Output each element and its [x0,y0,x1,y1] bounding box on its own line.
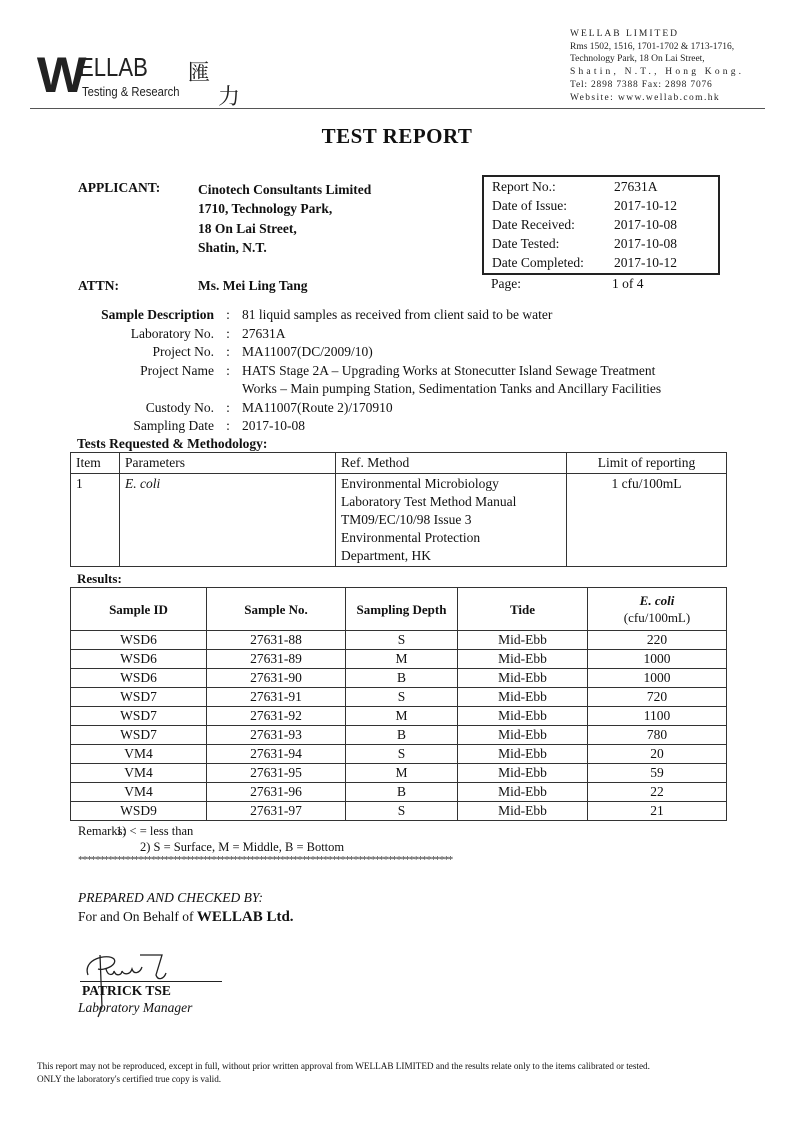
date-received-value: 2017-10-08 [614,217,677,232]
table-cell: Mid-Ebb [458,631,588,650]
page-label: Page: [491,276,521,291]
remark-2: 2) S = Surface, M = Middle, B = Bottom [140,840,345,854]
table-cell: S [346,745,458,764]
table-cell: Mid-Ebb [458,707,588,726]
column-header: Parameters [120,453,336,474]
table-cell: Mid-Ebb [458,783,588,802]
disclaimer-line-2: ONLY the laboratory's certified true copy is valid. [37,1074,222,1084]
company-address-line: Technology Park, 18 On Lai Street, [570,54,705,65]
sample-description-row: Sample Description : 81 liquid samples as received from client said to be water [80,306,722,325]
item-cell: 1 [71,474,120,567]
wellab-logo [36,47,241,110]
table-cell: Mid-Ebb [458,669,588,688]
table-cell: WSD7 [71,726,207,745]
tests-heading: Tests Requested & Methodology: [77,436,268,451]
results-heading: Results: [77,571,122,586]
info-value: MA11007(Route 2)/170910 [242,399,393,415]
table-cell: 27631-97 [207,802,346,821]
sampling-date-row: Sampling Date : 2017-10-08 [80,417,722,436]
table-row [71,631,727,650]
table-cell: WSD6 [71,669,207,688]
column-header: Limit of reporting [567,453,727,474]
table-row [71,726,727,745]
date-received-label: Date Received: [492,217,575,232]
applicant-line: Cinotech Consultants Limited [198,182,372,197]
table-cell: B [346,783,458,802]
on-behalf-line: For and On Behalf of WELLAB Ltd. [78,909,294,925]
table-cell: S [346,802,458,821]
table-cell: 27631-88 [207,631,346,650]
info-value: 81 liquid samples as received from client said to be water [242,307,553,322]
footer-disclaimer [37,1060,767,1086]
company-address-line: Shatin, N.T., Hong Kong. [570,67,745,78]
company-website: Website: www.wellab.com.hk [570,92,721,103]
info-label: Laboratory No. [130,325,214,341]
logo-mark: W [36,47,85,103]
applicant-address [198,180,371,257]
table-cell: WSD9 [71,802,207,821]
table-cell: 720 [588,688,727,707]
disclaimer-line-1: This report may not be reproduced, except in full, without prior written approval from WELLAB LIMITED and the results relate only to the items calibrated or tested. [37,1061,650,1071]
attn-value: Ms. Mei Ling Tang [198,278,308,293]
applicant-line: 18 On Lai Street, [198,220,297,236]
table-cell: Mid-Ebb [458,802,588,821]
table-cell: 27631-89 [207,650,346,669]
report-details-box [482,175,720,275]
attn-label: ATTN: [78,278,120,293]
tests-table [70,452,727,567]
table-cell: 27631-96 [207,783,346,802]
table-cell: Mid-Ebb [458,764,588,783]
table-cell: M [346,707,458,726]
limit-cell: 1 cfu/100mL [567,474,727,567]
column-header: Item [71,453,120,474]
project-name-row: Project Name : HATS Stage 2A – Upgrading Works at Stonecutter Island Sewage Treatment Works – Main pumping Station, Sedimentation Tanks and Ancillary Facilities [80,362,722,399]
project-no-row: Project No. : MA11007(DC/2009/10) [80,343,722,362]
table-cell: 27631-95 [207,764,346,783]
table-row [71,764,727,783]
table-cell: 59 [588,764,727,783]
table-cell: WSD6 [71,631,207,650]
table-row [71,688,727,707]
info-label: Custody No. [145,399,214,415]
applicant-line: Shatin, N.T. [198,239,267,255]
table-cell: S [346,688,458,707]
column-header: Sample ID [71,588,207,631]
remark-1: 1) < = less than [116,824,194,838]
table-row [71,745,727,764]
table-row [71,802,727,821]
table-cell: 27631-93 [207,726,346,745]
date-completed-value: 2017-10-12 [614,255,677,270]
date-tested-value: 2017-10-08 [614,236,677,251]
date-tested-label: Date Tested: [492,236,560,251]
table-row [71,650,727,669]
table-cell: WSD6 [71,650,207,669]
table-cell: M [346,764,458,783]
page-number: 1 of 4 [612,276,644,291]
table-cell: WSD7 [71,688,207,707]
date-completed-label: Date Completed: [492,255,584,270]
table-row [71,707,727,726]
column-header: Tide [458,588,588,631]
end-of-results-divider: *************************************************************************************** [78,854,453,866]
column-header: Sample No. [207,588,346,631]
table-cell: 22 [588,783,727,802]
table-cell: VM4 [71,745,207,764]
info-label: Sample Description [101,307,214,322]
info-value: MA11007(DC/2009/10) [242,344,373,359]
company-address-block [570,28,744,104]
signer-title: Laboratory Manager [78,1000,193,1015]
table-row [71,783,727,802]
report-no-value: 27631A [614,179,658,194]
info-label: Project No. [152,344,214,359]
table-cell: Mid-Ebb [458,688,588,707]
table-cell: Mid-Ebb [458,745,588,764]
laboratory-no-row: Laboratory No. : 27631A [80,325,722,344]
info-value [242,362,722,399]
column-header: Sampling Depth [346,588,458,631]
table-cell: Mid-Ebb [458,650,588,669]
column-header-ecoli: E. coli (cfu/100mL) [588,588,727,631]
column-header: Ref. Method [336,453,567,474]
table-cell: 27631-92 [207,707,346,726]
logo-chinese-2: 力 [218,85,241,110]
table-cell: S [346,631,458,650]
company-address-line: Rms 1502, 1516, 1701-1702 & 1713-1716, [570,41,735,52]
info-label: Project Name [140,362,214,378]
applicant-line: 1710, Technology Park, [198,201,333,217]
date-of-issue-value: 2017-10-12 [614,198,677,213]
table-cell: 20 [588,745,727,764]
project-name-line-2: Works – Main pumping Station, Sedimentation Tanks and Ancillary Facilities [242,381,662,396]
prepared-by-label: PREPARED AND CHECKED BY: [78,890,263,905]
table-cell: 21 [588,802,727,821]
project-name-line-1: HATS Stage 2A – Upgrading Works at Stonecutter Island Sewage Treatment [242,362,656,378]
table-row [71,669,727,688]
custody-no-row: Custody No. : MA11007(Route 2)/170910 [80,399,722,418]
applicant-label: APPLICANT: [78,180,161,195]
table-cell: 1000 [588,669,727,688]
table-cell: VM4 [71,783,207,802]
remarks-label: Remarks: [78,824,126,838]
table-cell: 1100 [588,707,727,726]
method-cell: Environmental Microbiology Laboratory Test Method Manual TM09/EC/10/98 Issue 3 Environmental Protection Department, HK [336,474,567,567]
info-value: 2017-10-08 [242,418,305,433]
date-of-issue-label: Date of Issue: [492,198,567,213]
report-no-label: Report No.: [492,179,556,194]
table-cell: B [346,669,458,688]
header-divider [30,108,765,109]
page-title: TEST REPORT [321,124,473,148]
info-value: 27631A [242,325,286,341]
logo-subtitle: Testing & Research [82,85,180,99]
table-cell: 780 [588,726,727,745]
table-header-row [71,588,727,631]
table-row [71,474,727,567]
table-cell: 1000 [588,650,727,669]
table-cell: B [346,726,458,745]
table-cell: Mid-Ebb [458,726,588,745]
table-cell: 27631-91 [207,688,346,707]
sample-info [80,306,722,436]
table-cell: M [346,650,458,669]
logo-chinese-1: 匯 [188,61,211,86]
table-cell: 27631-90 [207,669,346,688]
table-cell: 220 [588,631,727,650]
company-name: WELLAB LIMITED [570,29,679,39]
signer-name: PATRICK TSE [82,983,171,998]
info-label: Sampling Date [133,418,214,433]
company-name-bold: WELLAB Ltd. [196,909,294,925]
logo-text: ELLAB [79,52,148,82]
remarks [78,823,344,855]
parameter-cell: E. coli [120,474,336,567]
company-phone-fax: Tel: 2898 7388 Fax: 2898 7076 [570,79,713,90]
table-header-row [71,453,727,474]
table-cell: WSD7 [71,707,207,726]
signature-line [80,981,222,982]
table-cell: VM4 [71,764,207,783]
results-table [70,587,727,821]
table-cell: 27631-94 [207,745,346,764]
